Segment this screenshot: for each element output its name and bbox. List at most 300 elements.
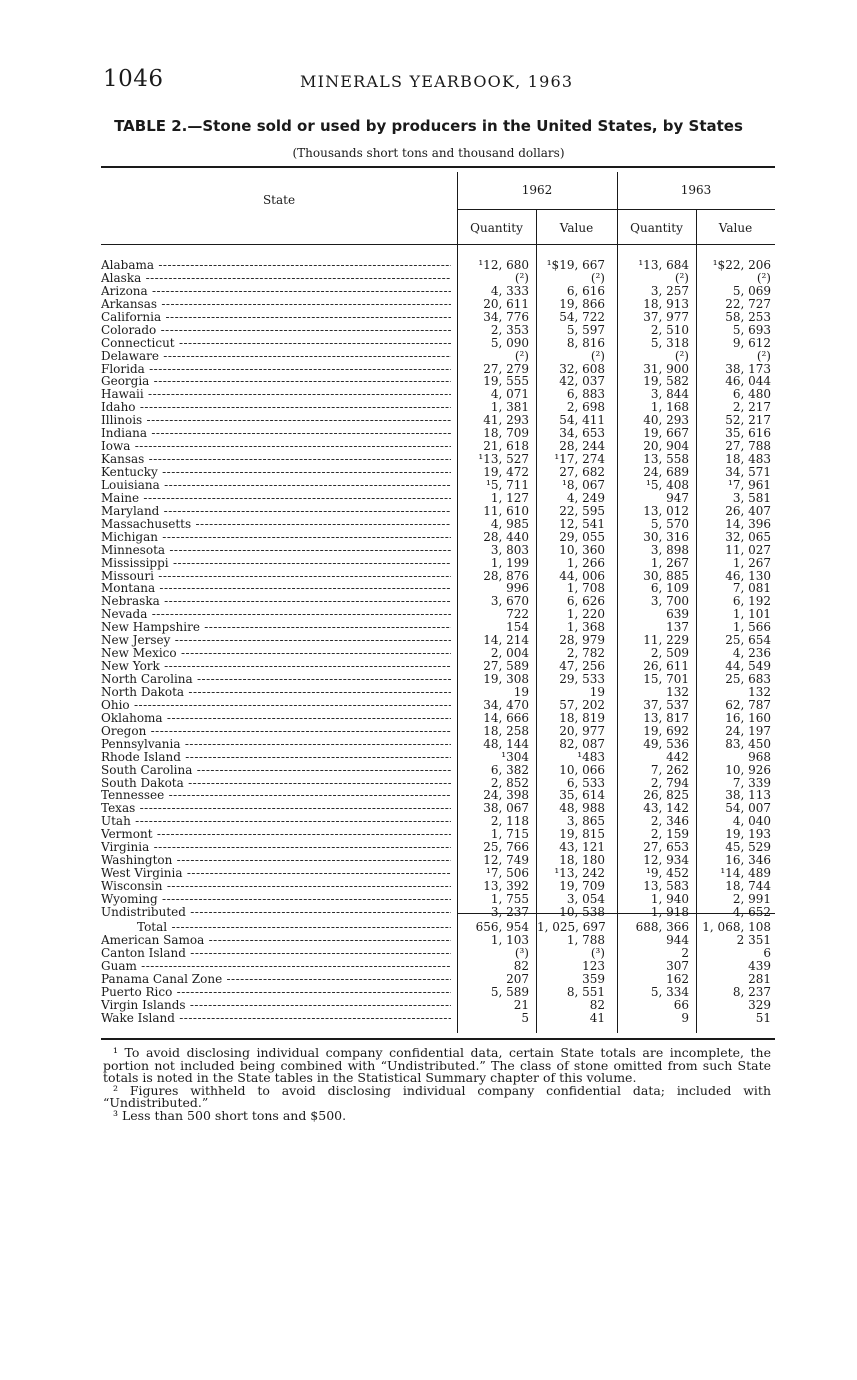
state-name: New York ----- — [101, 660, 451, 673]
value-1962: 12, 541 — [559, 516, 605, 531]
quantity-1963: 20, 904 — [643, 439, 689, 454]
value-1962: 2, 782 — [566, 646, 605, 661]
value-1963: 38, 113 — [725, 788, 771, 803]
value-1963: 18, 483 — [725, 452, 771, 467]
state-name: Maryland ----- — [101, 505, 451, 518]
quantity-1962: 2, 852 — [490, 775, 529, 790]
quantity-1963: 13, 558 — [643, 452, 689, 467]
quantity-1963: 40, 293 — [643, 413, 689, 428]
value-1962: 1, 220 — [566, 607, 605, 622]
quantity-1962: 41, 293 — [483, 413, 529, 428]
quantity-1962: 19 — [513, 684, 529, 699]
quantity-1962: 20, 611 — [483, 296, 529, 311]
value-1962: 123 — [582, 958, 605, 973]
state-name: Nevada ----- — [101, 608, 451, 621]
value-1962: 32, 608 — [559, 361, 605, 376]
value-1962: 54, 722 — [559, 309, 605, 324]
value-1963: 18, 744 — [725, 879, 771, 893]
quantity-1962: 14, 666 — [483, 710, 529, 725]
quantity-1962: 1, 755 — [490, 891, 529, 906]
value-1963: 52, 217 — [725, 413, 771, 428]
state-name: North Carolina ----- — [101, 673, 451, 686]
table-bottom-rule — [101, 1038, 775, 1040]
value-1962: 48, 988 — [559, 801, 605, 816]
value-1963: 25, 654 — [725, 633, 771, 648]
value-1963: 19, 193 — [725, 827, 771, 842]
quantity-1963: 13, 817 — [643, 710, 689, 725]
quantity-1962: ¹5, 711 — [486, 477, 529, 492]
value-1963: 54, 007 — [725, 801, 771, 816]
quantity-1963: 11, 229 — [643, 633, 689, 648]
state-name: Idaho ----- — [101, 401, 451, 414]
quantity-1963: (²) — [674, 348, 689, 363]
state-name: South Carolina ----- — [101, 764, 451, 777]
quantity-1962: 2, 353 — [490, 322, 529, 337]
quantity-1962: (²) — [514, 348, 529, 363]
state-name: Vermont ----- — [101, 828, 451, 841]
quantity-1963: 162 — [666, 971, 689, 986]
quantity-1963: 947 — [666, 490, 689, 505]
state-name: Virginia ----- — [101, 841, 451, 854]
quantity-1963: 30, 316 — [643, 529, 689, 544]
value-1962: 28, 979 — [559, 633, 605, 648]
quantity-1962: 3, 237 — [490, 904, 529, 919]
quantity-1962: ¹304 — [501, 749, 529, 764]
state-name: Connecticut ----- — [101, 337, 451, 350]
quantity-1962: 4, 071 — [490, 387, 529, 402]
state-name: Colorado ----- — [101, 324, 451, 337]
year-1963-header: 1963 — [680, 183, 712, 197]
value-1963: 16, 346 — [725, 853, 771, 868]
value-1963: 8, 237 — [732, 984, 771, 999]
value-1962: 10, 538 — [559, 904, 605, 919]
state-name: Montana ----- — [101, 582, 451, 595]
state-name: New Hampshire ----- — [101, 621, 451, 634]
state-name: Delaware ----- — [101, 350, 451, 363]
value-1962: 6, 616 — [566, 283, 605, 298]
quantity-1963: 43, 142 — [643, 801, 689, 816]
state-name: Ohio ----- — [101, 699, 451, 712]
state-name: Alaska ----- — [101, 272, 451, 285]
value-1963: 1, 267 — [732, 555, 771, 570]
value-1962: 54, 411 — [559, 413, 605, 428]
value-1962: 19, 709 — [559, 879, 605, 893]
state-name: California ----- — [101, 311, 451, 324]
state-name: Michigan ----- — [101, 531, 451, 544]
quantity-1962: 34, 776 — [483, 309, 529, 324]
value-1962: 2, 698 — [566, 400, 605, 415]
quantity-1963: 19, 582 — [643, 374, 689, 389]
state-name: Nebraska ----- — [101, 595, 451, 608]
quantity-1962: 3, 803 — [490, 542, 529, 557]
quantity-1962: 154 — [506, 620, 529, 635]
quantity-1963: 3, 898 — [650, 542, 689, 557]
state-name: Kansas ----- — [101, 453, 451, 466]
value-1962: 18, 819 — [559, 710, 605, 725]
quantity-1963: 1, 168 — [650, 400, 689, 415]
value-1963: 6, 192 — [732, 594, 771, 609]
value-1963: 5, 693 — [732, 322, 771, 337]
value-1962: 34, 653 — [559, 426, 605, 441]
quantity-1963: 19, 692 — [643, 723, 689, 738]
state-name: Canton Island ----- — [101, 947, 451, 960]
quantity-1963: 3, 257 — [650, 283, 689, 298]
value-1962: 42, 037 — [559, 374, 605, 389]
quantity-1963: 26, 611 — [643, 659, 689, 674]
quantity-1963: 15, 701 — [643, 672, 689, 686]
quantity-1962: 5, 090 — [490, 335, 529, 350]
value-1963: 2 351 — [736, 933, 771, 947]
quantity-1963: 19, 667 — [643, 426, 689, 441]
quantity-1962: 12, 749 — [483, 853, 529, 868]
value-1962: 4, 249 — [566, 490, 605, 505]
value-1963: 132 — [748, 684, 771, 699]
value-1963: ¹7, 961 — [728, 477, 771, 492]
quantity-1963: 27, 653 — [643, 840, 689, 855]
quantity-1962: 11, 610 — [483, 503, 529, 518]
quantity-1962: 5 — [521, 1010, 529, 1025]
value-1963: 35, 616 — [725, 426, 771, 441]
quantity-1962: 4, 333 — [490, 283, 529, 298]
quantity-1963: 1, 918 — [650, 904, 689, 919]
page-number: 1046 — [103, 66, 164, 92]
quantity-1962: 38, 067 — [483, 801, 529, 816]
state-name: Arkansas ----- — [101, 298, 451, 311]
state-name: Iowa ----- — [101, 440, 451, 453]
quantity-1963: 7, 262 — [650, 762, 689, 777]
state-name: Pennsylvania ----- — [101, 738, 451, 751]
state-name: New Mexico ----- — [101, 647, 451, 660]
value-1962: ¹13, 242 — [554, 866, 605, 881]
quantity-1963: 13, 012 — [643, 503, 689, 518]
quantity-1963: 26, 825 — [643, 788, 689, 803]
value-1963: 26, 407 — [725, 503, 771, 518]
quantity-1962: ¹12, 680 — [478, 258, 529, 272]
quantity-1962: 996 — [506, 581, 529, 596]
value-1963: 83, 450 — [725, 736, 771, 751]
state-name: Arizona ----- — [101, 285, 451, 298]
total-value-1963: 1, 068, 108 — [702, 920, 771, 934]
state-name: Massachusetts ----- — [101, 518, 451, 531]
value-1962: 47, 256 — [559, 659, 605, 674]
quantity-1963: 1, 940 — [650, 891, 689, 906]
state-name: Florida ----- — [101, 363, 451, 376]
value-1962: 1, 266 — [566, 555, 605, 570]
value-1963: 4, 236 — [732, 646, 771, 661]
quantity-1962: 13, 392 — [483, 879, 529, 893]
quantity-1963: 31, 900 — [643, 361, 689, 376]
value-1963: 62, 787 — [725, 697, 771, 712]
quantity-1962: 21, 618 — [483, 439, 529, 454]
value-1962: 1, 368 — [566, 620, 605, 635]
value-1963: 7, 339 — [732, 775, 771, 790]
quantity-1963: 2, 346 — [650, 814, 689, 829]
running-title: MINERALS YEARBOOK, 1963 — [300, 72, 574, 91]
state-name: Minnesota ----- — [101, 544, 451, 557]
quantity-1962: (³) — [514, 945, 529, 960]
value-1962: 29, 533 — [559, 672, 605, 686]
state-name: Panama Canal Zone ----- — [101, 973, 451, 986]
value-1963: 14, 396 — [725, 516, 771, 531]
quantity-1963: 132 — [666, 684, 689, 699]
quantity-1963: 2, 509 — [650, 646, 689, 661]
quantity-1963: 137 — [666, 620, 689, 635]
quantity-1962: 1, 127 — [490, 490, 529, 505]
value-1962: 22, 595 — [559, 503, 605, 518]
quantity-1962: 19, 555 — [483, 374, 529, 389]
value-1963: 51 — [755, 1010, 771, 1025]
quantity-1963: 30, 885 — [643, 568, 689, 583]
value-1963: 58, 253 — [725, 309, 771, 324]
value-1962: 8, 551 — [566, 984, 605, 999]
state-name: Virgin Islands ----- — [101, 999, 451, 1012]
quantity-1962: 6, 382 — [490, 762, 529, 777]
value-1962: 6, 533 — [566, 775, 605, 790]
value-1962-header: Value — [559, 221, 594, 235]
value-1963: 32, 065 — [725, 529, 771, 544]
value-1963: 46, 130 — [725, 568, 771, 583]
value-1963: (²) — [756, 348, 771, 363]
quantity-1963: 2, 159 — [650, 827, 689, 842]
value-1962: 6, 626 — [566, 594, 605, 609]
year-underline-1962 — [457, 209, 617, 210]
total-quantity-1963: 688, 366 — [635, 920, 689, 934]
value-1962: 359 — [582, 971, 605, 986]
value-1963: 1, 566 — [732, 620, 771, 635]
quantity-1963: 2 — [681, 945, 689, 960]
state-name: American Samoa ----- — [101, 934, 451, 947]
value-1962: 41 — [589, 1010, 605, 1025]
value-1962: 82, 087 — [559, 736, 605, 751]
value-1962: 19, 866 — [559, 296, 605, 311]
quantity-1962: 207 — [506, 971, 529, 986]
value-1963: 281 — [748, 971, 771, 986]
value-1962: 28, 244 — [559, 439, 605, 454]
total-label: Total ----- — [101, 921, 451, 934]
year-1962-header: 1962 — [521, 183, 553, 197]
state-name: Oregon ----- — [101, 725, 451, 738]
quantity-1962: 27, 589 — [483, 659, 529, 674]
quantity-1962: 3, 670 — [490, 594, 529, 609]
quantity-1962: 19, 308 — [483, 672, 529, 686]
state-name: Kentucky ----- — [101, 466, 451, 479]
value-1962: 19, 815 — [559, 827, 605, 842]
state-name: Puerto Rico ----- — [101, 986, 451, 999]
quantity-1963: 49, 536 — [643, 736, 689, 751]
total-value-1962: 1, 025, 697 — [537, 920, 606, 934]
value-1963: 34, 571 — [725, 465, 771, 479]
value-1962: 27, 682 — [559, 465, 605, 479]
quantity-1962: 1, 715 — [490, 827, 529, 842]
quantity-1962: 5, 589 — [490, 984, 529, 999]
quantity-1963: 6, 109 — [650, 581, 689, 596]
value-1962: 6, 883 — [566, 387, 605, 402]
quantity-1962: ¹13, 527 — [478, 452, 529, 467]
value-1963: 24, 197 — [725, 723, 771, 738]
quantity-1963: 24, 689 — [643, 465, 689, 479]
state-name: Utah ----- — [101, 815, 451, 828]
quantity-1963: 18, 913 — [643, 296, 689, 311]
quantity-1963: ¹5, 408 — [646, 477, 689, 492]
state-name: Washington ----- — [101, 854, 451, 867]
state-name: Louisiana ----- — [101, 479, 451, 492]
value-1963: 27, 788 — [725, 439, 771, 454]
quantity-1963: 3, 700 — [650, 594, 689, 609]
value-1963: 22, 727 — [725, 296, 771, 311]
quantity-1962: 21 — [513, 997, 529, 1012]
value-1962: 35, 614 — [559, 788, 605, 803]
state-name: West Virginia ----- — [101, 867, 451, 880]
value-1963: 3, 581 — [732, 490, 771, 505]
state-name: Indiana ----- — [101, 427, 451, 440]
quantity-1962: 34, 470 — [483, 697, 529, 712]
state-name: North Dakota ----- — [101, 686, 451, 699]
quantity-1963: 9 — [681, 1010, 689, 1025]
quantity-1962: 2, 118 — [490, 814, 529, 829]
quantity-1962: 28, 440 — [483, 529, 529, 544]
value-1962: 10, 360 — [559, 542, 605, 557]
quantity-1963: 3, 844 — [650, 387, 689, 402]
quantity-1963: 13, 583 — [643, 879, 689, 893]
quantity-1963: 5, 334 — [650, 984, 689, 999]
value-1962: 8, 816 — [566, 335, 605, 350]
value-1963: 968 — [748, 749, 771, 764]
value-1963: 1, 101 — [732, 607, 771, 622]
table-title: TABLE 2.—Stone sold or used by producers in the United States, by States — [114, 117, 743, 135]
value-1962: 10, 066 — [559, 762, 605, 777]
state-name: Georgia ----- — [101, 375, 451, 388]
quantity-1962: 2, 004 — [490, 646, 529, 661]
header-bottom-rule — [101, 244, 775, 245]
quantity-1962: 25, 766 — [483, 840, 529, 855]
value-1963: 7, 081 — [732, 581, 771, 596]
state-name: Hawaii ----- — [101, 388, 451, 401]
table-subtitle: (Thousands short tons and thousand dollars) — [292, 146, 565, 160]
state-name: Texas ----- — [101, 802, 451, 815]
footnote-1: ¹ To avoid disclosing individual company confidential data, certain State totals are incomplete, the portion not included being combined with “Undistributed.” The class of stone omitted from such State totals is noted in the State tables in the Statistical Summary chapter of this volume. — [103, 1045, 771, 1085]
table-top-rule — [101, 166, 775, 168]
value-1963: 4, 652 — [732, 904, 771, 919]
state-name: Undistributed ----- — [101, 906, 451, 919]
total-quantity-1962: 656, 954 — [475, 920, 529, 934]
value-1963: 10, 926 — [725, 762, 771, 777]
value-1963: (²) — [756, 270, 771, 285]
state-name: Oklahoma ----- — [101, 712, 451, 725]
value-1962: 1, 708 — [566, 581, 605, 596]
value-1963: 25, 683 — [725, 672, 771, 686]
state-name: Rhode Island ----- — [101, 751, 451, 764]
value-1963: ¹$22, 206 — [712, 258, 771, 272]
value-1962: 3, 054 — [566, 891, 605, 906]
value-1963: 38, 173 — [725, 361, 771, 376]
value-1962: 57, 202 — [559, 697, 605, 712]
value-1962: (²) — [590, 348, 605, 363]
quantity-1963: 5, 570 — [650, 516, 689, 531]
value-1962: 29, 055 — [559, 529, 605, 544]
value-1962: 20, 977 — [559, 723, 605, 738]
value-1962: ¹483 — [577, 749, 605, 764]
value-1963: 46, 044 — [725, 374, 771, 389]
footnotes — [103, 1047, 771, 1122]
quantity-1962: 1, 199 — [490, 555, 529, 570]
quantity-1962: 1, 381 — [490, 400, 529, 415]
footnote-2: ² Figures withheld to avoid disclosing individual company confidential data; included with “Undistributed.” — [103, 1082, 771, 1110]
quantity-1962: 722 — [506, 607, 529, 622]
value-1962: 3, 865 — [566, 814, 605, 829]
state-name: Wyoming ----- — [101, 893, 451, 906]
value-1963: 16, 160 — [725, 710, 771, 725]
value-1962: ¹$19, 667 — [546, 258, 605, 272]
quantity-1962: 4, 985 — [490, 516, 529, 531]
quantity-1963: 307 — [666, 958, 689, 973]
state-name: Missouri ----- — [101, 570, 451, 583]
value-1962: ¹8, 067 — [562, 477, 605, 492]
quantity-1963: 1, 267 — [650, 555, 689, 570]
quantity-1963: 2, 794 — [650, 775, 689, 790]
value-1963: 4, 040 — [732, 814, 771, 829]
quantity-1962: 27, 279 — [483, 361, 529, 376]
quantity-1963: 37, 977 — [643, 309, 689, 324]
state-column-header: State — [262, 193, 296, 207]
value-1962: 19 — [589, 684, 605, 699]
quantity-1963: (²) — [674, 270, 689, 285]
quantity-1962: 24, 398 — [483, 788, 529, 803]
value-1963: 2, 217 — [732, 400, 771, 415]
value-1963: 44, 549 — [725, 659, 771, 674]
quantity-1962: 18, 258 — [483, 723, 529, 738]
quantity-1962: 14, 214 — [483, 633, 529, 648]
value-1963: ¹14, 489 — [720, 866, 771, 881]
quantity-1962: 1, 103 — [490, 933, 529, 947]
state-name: Illinois ----- — [101, 414, 451, 427]
quantity-1963: 639 — [666, 607, 689, 622]
quantity-1962: 19, 472 — [483, 465, 529, 479]
value-1963: 45, 529 — [725, 840, 771, 855]
quantity-1963: 37, 537 — [643, 697, 689, 712]
quantity-1963: 12, 934 — [643, 853, 689, 868]
quantity-1963: ¹13, 684 — [638, 258, 689, 272]
quantity-1962: ¹7, 506 — [486, 866, 529, 881]
value-1963: 2, 991 — [732, 891, 771, 906]
value-1963: 9, 612 — [732, 335, 771, 350]
quantity-1963: ¹9, 452 — [646, 866, 689, 881]
value-1962: 18, 180 — [559, 853, 605, 868]
value-1963: 6 — [763, 945, 771, 960]
value-1962: 44, 006 — [559, 568, 605, 583]
quantity-1962: 48, 144 — [483, 736, 529, 751]
value-1963: 11, 027 — [725, 542, 771, 557]
quantity-1963-header: Quantity — [630, 221, 683, 235]
value-1963-header: Value — [718, 221, 753, 235]
quantity-1963: 66 — [673, 997, 689, 1012]
value-1962: (²) — [590, 270, 605, 285]
quantity-1963: 5, 318 — [650, 335, 689, 350]
quantity-1962: (²) — [514, 270, 529, 285]
value-1962: (³) — [590, 945, 605, 960]
state-name: Tennessee ----- — [101, 789, 451, 802]
quantity-1962: 82 — [513, 958, 529, 973]
value-1963: 329 — [748, 997, 771, 1012]
value-1963: 5, 069 — [732, 283, 771, 298]
state-name: Maine ----- — [101, 492, 451, 505]
state-name: Wake Island ----- — [101, 1012, 451, 1025]
value-1962: 5, 597 — [566, 322, 605, 337]
quantity-1962: 18, 709 — [483, 426, 529, 441]
value-1962: 1, 788 — [566, 933, 605, 947]
quantity-1963: 944 — [666, 933, 689, 947]
state-name: Mississippi ----- — [101, 557, 451, 570]
state-name: New Jersey ----- — [101, 634, 451, 647]
